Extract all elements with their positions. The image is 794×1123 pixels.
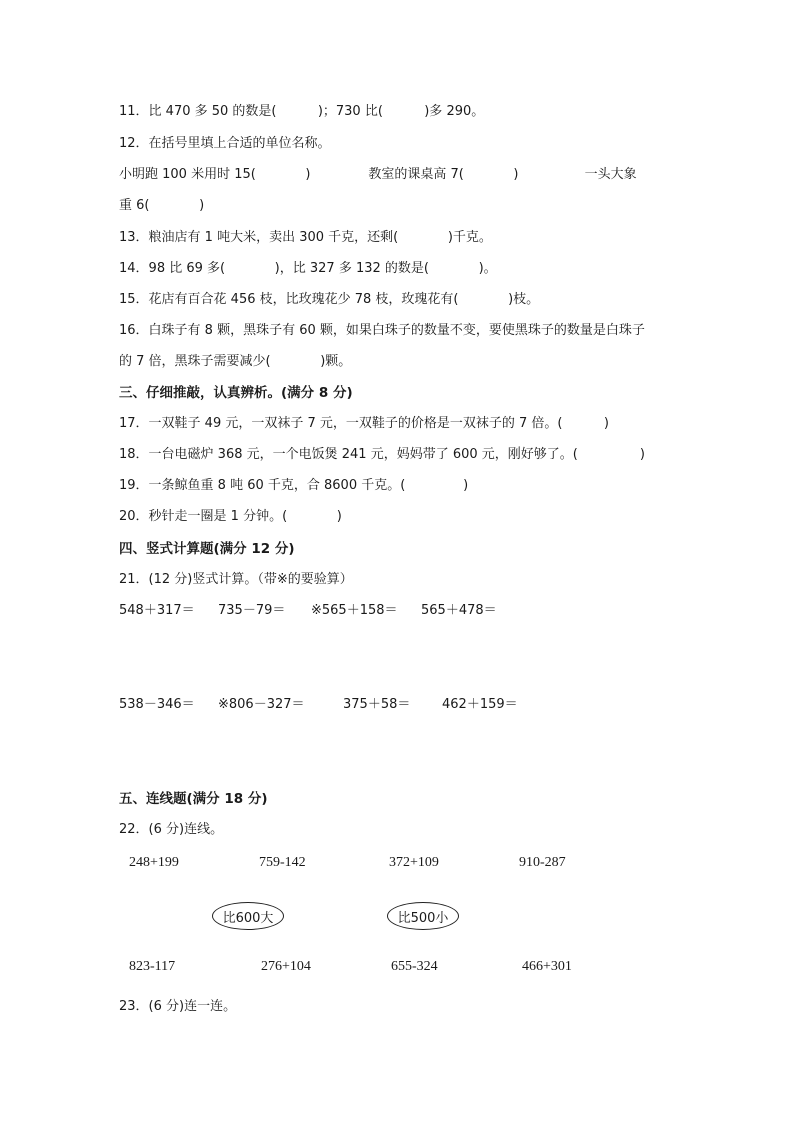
question-12: 12．在括号里填上合适的单位名称。 xyxy=(119,136,331,151)
match-top-item: 910-287 xyxy=(519,855,566,870)
match-oval: 比500小 xyxy=(387,902,459,930)
question-18: 18．一台电磁炉 368 元，一个电饭煲 241 元，妈妈带了 600 元，刚好够了。( ) xyxy=(119,447,645,462)
calc-item: 565＋478＝ xyxy=(421,603,497,618)
match-top-item: 759-142 xyxy=(259,855,306,870)
match-oval: 比600大 xyxy=(212,902,284,930)
question-11: 11．比 470 多 50 的数是( )；730 比( )多 290。 xyxy=(119,104,485,119)
calc-item: 538－346＝ xyxy=(119,697,195,712)
match-top-item: 372+109 xyxy=(389,855,439,870)
calc-item: 735－79＝ xyxy=(218,603,286,618)
question-12-line2: 重 6( ) xyxy=(119,198,205,213)
question-23: 23．(6 分)连一连。 xyxy=(119,999,237,1014)
calc-item: ※806－327＝ xyxy=(218,697,305,712)
question-20: 20．秒针走一圈是 1 分钟。( ) xyxy=(119,509,342,524)
section-4-heading: 四、竖式计算题(满分 12 分) xyxy=(119,541,295,557)
question-17: 17．一双鞋子 49 元，一双袜子 7 元，一双鞋子的价格是一双袜子的 7 倍。( ) xyxy=(119,416,609,431)
match-bottom-item: 276+104 xyxy=(261,959,311,974)
question-14: 14．98 比 69 多( )，比 327 多 132 的数是( )。 xyxy=(119,261,497,276)
question-19: 19．一条鲸鱼重 8 吨 60 千克，合 8600 千克。( ) xyxy=(119,478,469,493)
question-12-line1: 小明跑 100 米用时 15( ) 教室的课桌高 7( ) 一头大象 xyxy=(119,167,637,182)
calc-item: 375＋58＝ xyxy=(343,697,411,712)
question-21: 21．(12 分)竖式计算。（带※的要验算） xyxy=(119,572,353,587)
section-3-heading: 三、仔细推敲，认真辨析。(满分 8 分) xyxy=(119,385,353,401)
calc-item: 462＋159＝ xyxy=(442,697,518,712)
match-top-item: 248+199 xyxy=(129,855,179,870)
question-13: 13．粮油店有 1 吨大米，卖出 300 千克，还剩( )千克。 xyxy=(119,230,492,245)
match-bottom-item: 655-324 xyxy=(391,959,438,974)
question-22: 22．(6 分)连线。 xyxy=(119,822,224,837)
calc-item: 548＋317＝ xyxy=(119,603,195,618)
match-bottom-item: 466+301 xyxy=(522,959,572,974)
match-bottom-item: 823-117 xyxy=(129,959,176,974)
question-16-line1: 16．白珠子有 8 颗，黑珠子有 60 颗，如果白珠子的数量不变，要使黑珠子的数量是白珠子 xyxy=(119,323,645,338)
section-5-heading: 五、连线题(满分 18 分) xyxy=(119,791,268,807)
calc-item: ※565＋158＝ xyxy=(311,603,398,618)
question-16-line2: 的 7 倍，黑珠子需要减少( )颗。 xyxy=(119,354,352,369)
question-15: 15．花店有百合花 456 枝，比玫瑰花少 78 枝，玫瑰花有( )枝。 xyxy=(119,292,540,307)
